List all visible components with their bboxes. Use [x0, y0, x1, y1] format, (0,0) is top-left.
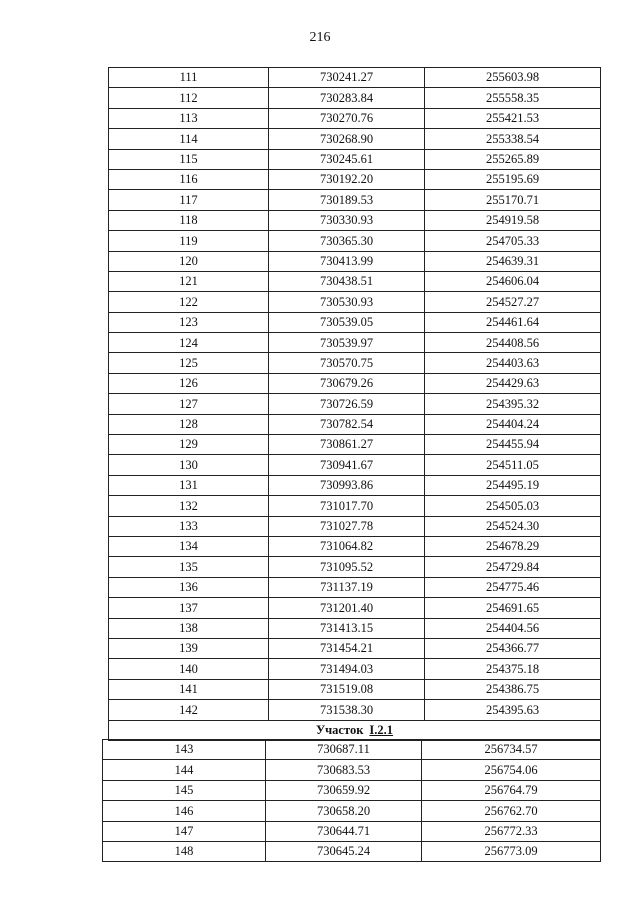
point-number-cell: 111 — [109, 68, 269, 88]
section-code: I.2.1 — [369, 722, 394, 737]
point-number-cell: 142 — [109, 700, 269, 720]
point-number-cell: 122 — [109, 292, 269, 312]
point-number-cell: 121 — [109, 271, 269, 291]
y-coordinate-cell: 254527.27 — [425, 292, 601, 312]
point-number-cell: 136 — [109, 577, 269, 597]
x-coordinate-cell: 730192.20 — [269, 169, 425, 189]
x-coordinate-cell: 730283.84 — [269, 88, 425, 108]
point-number-cell: 114 — [109, 129, 269, 149]
x-coordinate-cell: 731454.21 — [269, 638, 425, 658]
point-number-cell: 113 — [109, 108, 269, 128]
point-number-cell: 145 — [103, 780, 266, 800]
y-coordinate-cell: 254366.77 — [425, 638, 601, 658]
point-number-cell: 147 — [103, 821, 266, 841]
y-coordinate-cell: 255265.89 — [425, 149, 601, 169]
table-row — [109, 516, 601, 536]
table-row — [109, 475, 601, 495]
table-row — [109, 129, 601, 149]
table-row — [109, 292, 601, 312]
x-coordinate-cell: 730683.53 — [266, 760, 422, 780]
point-number-cell: 148 — [103, 841, 266, 861]
y-coordinate-cell: 256754.06 — [422, 760, 601, 780]
section-header-row — [109, 720, 601, 740]
y-coordinate-cell: 254495.19 — [425, 475, 601, 495]
point-number-cell: 135 — [109, 557, 269, 577]
table-row — [109, 231, 601, 251]
x-coordinate-cell: 730438.51 — [269, 271, 425, 291]
point-number-cell: 120 — [109, 251, 269, 271]
x-coordinate-cell: 730726.59 — [269, 394, 425, 414]
x-coordinate-cell: 730268.90 — [269, 129, 425, 149]
table-row — [109, 496, 601, 516]
table-row — [109, 353, 601, 373]
table-row — [109, 190, 601, 210]
point-number-cell: 131 — [109, 475, 269, 495]
table-row — [109, 679, 601, 699]
section-label: Участок — [315, 722, 364, 737]
y-coordinate-cell: 256734.57 — [422, 740, 601, 760]
section-coordinates-table — [102, 739, 601, 862]
point-number-cell: 124 — [109, 333, 269, 353]
y-coordinate-cell: 254461.64 — [425, 312, 601, 332]
y-coordinate-cell: 254639.31 — [425, 251, 601, 271]
y-coordinate-cell: 254606.04 — [425, 271, 601, 291]
y-coordinate-cell: 254455.94 — [425, 435, 601, 455]
x-coordinate-cell: 730861.27 — [269, 435, 425, 455]
x-coordinate-cell: 731095.52 — [269, 557, 425, 577]
y-coordinate-cell: 255558.35 — [425, 88, 601, 108]
x-coordinate-cell: 730570.75 — [269, 353, 425, 373]
y-coordinate-cell: 254395.63 — [425, 700, 601, 720]
table-row — [109, 394, 601, 414]
point-number-cell: 125 — [109, 353, 269, 373]
x-coordinate-cell: 731027.78 — [269, 516, 425, 536]
x-coordinate-cell: 730679.26 — [269, 373, 425, 393]
y-coordinate-cell: 254705.33 — [425, 231, 601, 251]
point-number-cell: 123 — [109, 312, 269, 332]
y-coordinate-cell: 254403.63 — [425, 353, 601, 373]
x-coordinate-cell: 730330.93 — [269, 210, 425, 230]
point-number-cell: 138 — [109, 618, 269, 638]
y-coordinate-cell: 256772.33 — [422, 821, 601, 841]
y-coordinate-cell: 254691.65 — [425, 598, 601, 618]
y-coordinate-cell: 255421.53 — [425, 108, 601, 128]
table-row — [109, 659, 601, 679]
table-row — [103, 841, 601, 861]
table-row — [109, 149, 601, 169]
point-number-cell: 129 — [109, 435, 269, 455]
y-coordinate-cell: 254404.56 — [425, 618, 601, 638]
x-coordinate-cell: 730241.27 — [269, 68, 425, 88]
y-coordinate-cell: 254408.56 — [425, 333, 601, 353]
x-coordinate-cell: 730413.99 — [269, 251, 425, 271]
table-row — [109, 251, 601, 271]
page-number: 216 — [309, 30, 331, 45]
table-row — [109, 700, 601, 720]
x-coordinate-cell: 730539.97 — [269, 333, 425, 353]
table-row — [109, 169, 601, 189]
table-row — [109, 536, 601, 556]
y-coordinate-cell: 255603.98 — [425, 68, 601, 88]
point-number-cell: 130 — [109, 455, 269, 475]
x-coordinate-cell: 731201.40 — [269, 598, 425, 618]
x-coordinate-cell: 731413.15 — [269, 618, 425, 638]
y-coordinate-cell: 254729.84 — [425, 557, 601, 577]
point-number-cell: 139 — [109, 638, 269, 658]
y-coordinate-cell: 254678.29 — [425, 536, 601, 556]
x-coordinate-cell: 730993.86 — [269, 475, 425, 495]
x-coordinate-cell: 730644.71 — [266, 821, 422, 841]
table-row — [109, 312, 601, 332]
x-coordinate-cell: 730189.53 — [269, 190, 425, 210]
point-number-cell: 115 — [109, 149, 269, 169]
y-coordinate-cell: 254775.46 — [425, 577, 601, 597]
y-coordinate-cell: 256764.79 — [422, 780, 601, 800]
table-row — [103, 801, 601, 821]
y-coordinate-cell: 254395.32 — [425, 394, 601, 414]
x-coordinate-cell: 730530.93 — [269, 292, 425, 312]
x-coordinate-cell: 730365.30 — [269, 231, 425, 251]
y-coordinate-cell: 254386.75 — [425, 679, 601, 699]
point-number-cell: 141 — [109, 679, 269, 699]
y-coordinate-cell: 254404.24 — [425, 414, 601, 434]
table-row — [109, 88, 601, 108]
point-number-cell: 118 — [109, 210, 269, 230]
table-row — [103, 780, 601, 800]
x-coordinate-cell: 731519.08 — [269, 679, 425, 699]
y-coordinate-cell: 255338.54 — [425, 129, 601, 149]
table-row — [109, 557, 601, 577]
coordinates-table-body — [109, 68, 601, 721]
y-coordinate-cell: 255195.69 — [425, 169, 601, 189]
x-coordinate-cell: 731137.19 — [269, 577, 425, 597]
table-row — [103, 821, 601, 841]
x-coordinate-cell: 730270.76 — [269, 108, 425, 128]
x-coordinate-cell: 730659.92 — [266, 780, 422, 800]
y-coordinate-cell: 256762.70 — [422, 801, 601, 821]
table-row — [109, 638, 601, 658]
point-number-cell: 117 — [109, 190, 269, 210]
point-number-cell: 143 — [103, 740, 266, 760]
table-row — [109, 618, 601, 638]
point-number-cell: 119 — [109, 231, 269, 251]
x-coordinate-cell: 731017.70 — [269, 496, 425, 516]
table-row — [109, 455, 601, 475]
point-number-cell: 112 — [109, 88, 269, 108]
x-coordinate-cell: 730658.20 — [266, 801, 422, 821]
y-coordinate-cell: 254429.63 — [425, 373, 601, 393]
point-number-cell: 137 — [109, 598, 269, 618]
point-number-cell: 126 — [109, 373, 269, 393]
table-row — [109, 333, 601, 353]
table-row — [109, 598, 601, 618]
table-row — [103, 760, 601, 780]
table-row — [109, 210, 601, 230]
table-row — [109, 435, 601, 455]
table-row — [109, 373, 601, 393]
point-number-cell: 144 — [103, 760, 266, 780]
point-number-cell: 127 — [109, 394, 269, 414]
section-header-cell — [109, 720, 601, 740]
y-coordinate-cell: 254919.58 — [425, 210, 601, 230]
table-row — [103, 740, 601, 760]
x-coordinate-cell: 730782.54 — [269, 414, 425, 434]
y-coordinate-cell: 254375.18 — [425, 659, 601, 679]
x-coordinate-cell: 731494.03 — [269, 659, 425, 679]
y-coordinate-cell: 254524.30 — [425, 516, 601, 536]
point-number-cell: 134 — [109, 536, 269, 556]
table-row — [109, 271, 601, 291]
point-number-cell: 132 — [109, 496, 269, 516]
point-number-cell: 116 — [109, 169, 269, 189]
x-coordinate-cell: 731538.30 — [269, 700, 425, 720]
point-number-cell: 128 — [109, 414, 269, 434]
x-coordinate-cell: 731064.82 — [269, 536, 425, 556]
y-coordinate-cell: 255170.71 — [425, 190, 601, 210]
table-row — [109, 577, 601, 597]
point-number-cell: 146 — [103, 801, 266, 821]
table-row — [109, 68, 601, 88]
y-coordinate-cell: 254505.03 — [425, 496, 601, 516]
y-coordinate-cell: 254511.05 — [425, 455, 601, 475]
point-number-cell: 140 — [109, 659, 269, 679]
x-coordinate-cell: 730687.11 — [266, 740, 422, 760]
section-coordinates-table-body — [103, 740, 601, 862]
x-coordinate-cell: 730245.61 — [269, 149, 425, 169]
x-coordinate-cell: 730941.67 — [269, 455, 425, 475]
table-row — [109, 414, 601, 434]
x-coordinate-cell: 730645.24 — [266, 841, 422, 861]
y-coordinate-cell: 256773.09 — [422, 841, 601, 861]
x-coordinate-cell: 730539.05 — [269, 312, 425, 332]
point-number-cell: 133 — [109, 516, 269, 536]
coordinates-table — [108, 67, 601, 741]
table-row — [109, 108, 601, 128]
